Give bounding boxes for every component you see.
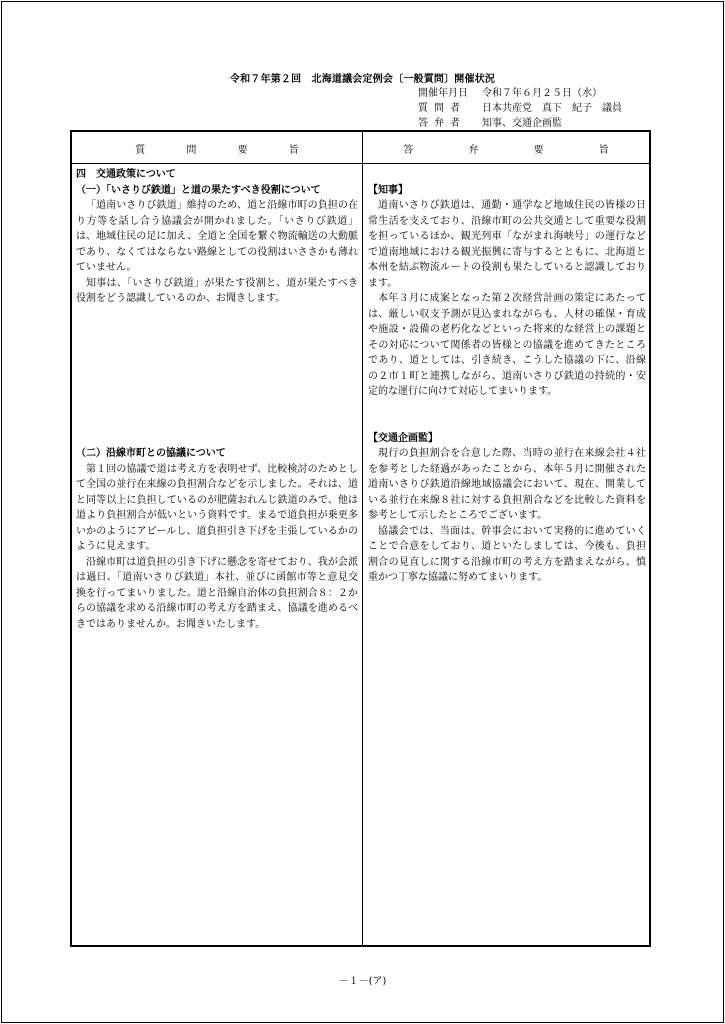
question-1-paragraph-1: 「道南いさりび鉄道」維持のため、道と沿線市町の負担の在り方等を話し合う協議会が開かれました。「いさりび鉄道」は、地域住民の足に加え、全道と全国を繋ぐ物流輸送の大動脈であり、なくてはならない路線としての役割はいささかも薄れていません。 xyxy=(76,200,358,273)
header-answer-summary: 答 弁 要 旨 xyxy=(403,145,609,156)
page-number: －１－(ア) xyxy=(338,976,387,987)
column-divider xyxy=(362,132,363,945)
header-divider xyxy=(72,163,649,164)
section-heading: 四 交通政策について xyxy=(76,169,176,180)
answer-1-paragraph-1: 道南いさりび鉄道は、通勤・通学など地域住民の皆様の日常生活を支えており、沿線市町の公共交通として重要な役割を担っているほか、観光列車「ながまれ海峡号」の運行などで道南地域における観光振興に寄与するとともに、北海道と本州を結ぶ物流ルートの役割も果たしていると認識しております。 xyxy=(368,200,646,289)
answerer-label: 答弁者 xyxy=(418,118,466,129)
subsection-2-heading: （二）沿線市町との協議について xyxy=(76,448,226,459)
answerer-value: 知事、交通企画監 xyxy=(482,118,562,129)
answer-2-paragraph-2: 協議会では、当面は、幹事会において実務的に進めていくことで合意をしており、道といたしましては、今後も、負担割合の見直しに関する沿線市町の考え方を踏まえながら、慎重かつ丁寧な協議に努めてまいります。 xyxy=(368,525,646,583)
questioner-value: 日本共産党 真下 紀子 議員 xyxy=(482,103,622,114)
question-2-paragraph-1: 第１回の協議で道は考え方を表明せず、比較検討のためとして全国の並行在来線の負担割合などを示しました。それは、道と同等以上に負担しているのが肥薩おれんじ鉄道のみで、他は道より負担割合が低いという資料です。まるで道負担が乗更多いかのようにアピールし、道負担引き下げを主張しているかのように見えます。 xyxy=(76,463,358,552)
answer-column xyxy=(368,167,646,586)
meeting-info xyxy=(418,86,622,131)
header-question-summary: 質 問 要 旨 xyxy=(135,145,299,156)
subsection-1-heading: （一）「いさりび鉄道」と道の果たすべき役割について xyxy=(76,184,321,196)
question-2-paragraph-2: 沿線市町は道負担の引き下げに懸念を寄せており、我が会派は過日、「道南いさりび鉄道」本社、並びに函館市等と意見交換を行ってまいりました。道と沿線自治体の負担割合８：２からの協議を求める沿線市町の考え方を踏まえ、協議を進めるべきではありませんか。お聞きいたします。 xyxy=(76,556,358,630)
answer-1-paragraph-2: 本年３月に成案となった第２次経営計画の策定にあたっては、厳しい収支予測が見込まれながらも、人材の確保・育成や施設・設備の老朽化などといった将来的な経営上の課題とその対応について関係者の皆様との協議を進めてきたところであり、道としては、引き続き、こうした協議の下に、沿線の２市１町と連携しながら、道南いさりび鉄道の持続的・安定的な運行に向けて対応してまいります。 xyxy=(368,293,646,397)
qa-table xyxy=(70,130,651,947)
answer-2-paragraph-1: 現行の負担割合を合意した際、当時の並行在来線会社４社を参考とした経過があったことから、本年５月に開催された道南いさりび鉄道沿線地域協議会において、現在、開業している並行在来線８社に対する負担割合などを比較した資料を参考として示したところでございます。 xyxy=(368,448,646,521)
questioner-label: 質問者 xyxy=(418,103,466,114)
date-label: 開催年月日 xyxy=(418,88,468,99)
answer-2-speaker: 【交通企画監】 xyxy=(368,432,438,444)
question-1-paragraph-2: 知事は、「いさりび鉄道」が果たす役割と、道が果たすべき役割をどう認識しているのか、お聞きします。 xyxy=(76,277,358,304)
document-title: 令和７年第２回 北海道議会定例会〔一般質問〕開催状況 xyxy=(229,74,496,85)
answer-1-speaker: 【知事】 xyxy=(368,184,408,196)
date-value: 令和７年６月２５日（水） xyxy=(482,88,602,99)
question-column xyxy=(76,167,358,632)
